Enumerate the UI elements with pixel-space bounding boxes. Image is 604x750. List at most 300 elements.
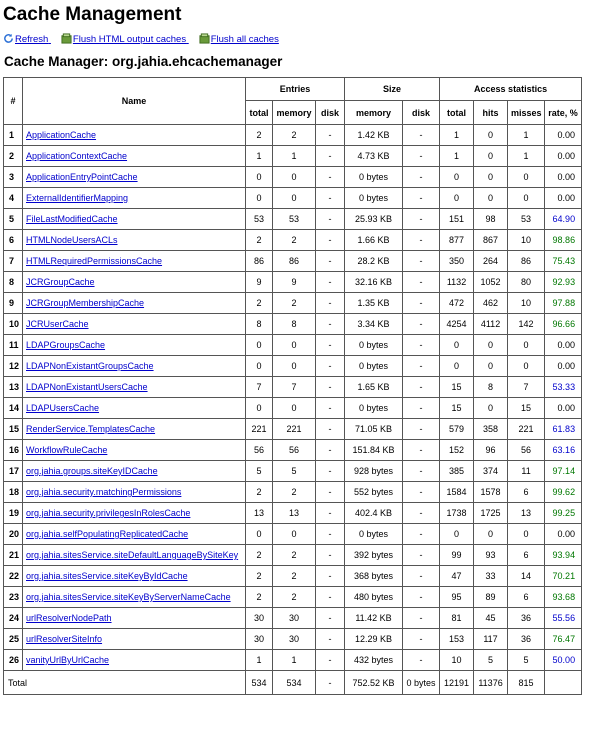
cache-name-link[interactable]: org.jahia.security.privilegesInRolesCache xyxy=(26,508,191,518)
entries-memory: 86 xyxy=(273,251,316,272)
hit-rate: 99.62 xyxy=(545,482,582,503)
entries-memory: 2 xyxy=(273,566,316,587)
entries-total: 2 xyxy=(246,566,273,587)
row-number: 2 xyxy=(4,146,23,167)
size-memory: 71.05 KB xyxy=(345,419,403,440)
cache-name-link[interactable]: ExternalIdentifierMapping xyxy=(26,193,129,203)
cache-name-cell xyxy=(23,524,246,545)
table-row xyxy=(4,230,582,251)
access-total-header: total xyxy=(440,101,474,125)
refresh-link[interactable] xyxy=(3,34,51,45)
access-misses: 10 xyxy=(508,230,545,251)
access-misses: 7 xyxy=(508,377,545,398)
table-row xyxy=(4,356,582,377)
access-hits: 0 xyxy=(474,146,508,167)
cache-name-link[interactable]: org.jahia.sitesService.siteKeyByServerNameCache xyxy=(26,592,231,602)
size-disk: - xyxy=(403,251,440,272)
cache-name-cell xyxy=(23,356,246,377)
row-number: 26 xyxy=(4,650,23,671)
size-memory: 0 bytes xyxy=(345,188,403,209)
table-row xyxy=(4,503,582,524)
access-total: 15 xyxy=(440,377,474,398)
size-disk: - xyxy=(403,377,440,398)
access-total: 0 xyxy=(440,167,474,188)
access-hits: 5 xyxy=(474,650,508,671)
access-total: 0 xyxy=(440,524,474,545)
access-misses: 6 xyxy=(508,482,545,503)
hit-rate: 50.00 xyxy=(545,650,582,671)
hit-rate: 96.66 xyxy=(545,314,582,335)
size-disk: - xyxy=(403,188,440,209)
cache-name-link[interactable]: JCRUserCache xyxy=(26,319,89,329)
hit-rate: 0.00 xyxy=(545,188,582,209)
access-total: 4254 xyxy=(440,314,474,335)
entries-disk: - xyxy=(316,230,345,251)
cache-name-cell xyxy=(23,461,246,482)
flush-html-icon xyxy=(61,33,72,44)
size-memory: 11.42 KB xyxy=(345,608,403,629)
entries-total: 0 xyxy=(246,524,273,545)
access-total: 1738 xyxy=(440,503,474,524)
cache-name-link[interactable]: org.jahia.sitesService.siteKeyByIdCache xyxy=(26,571,188,581)
access-hits: 93 xyxy=(474,545,508,566)
col-name-header: Name xyxy=(23,78,246,125)
row-number: 9 xyxy=(4,293,23,314)
hit-rate: 97.88 xyxy=(545,293,582,314)
table-row xyxy=(4,209,582,230)
access-hits: 1725 xyxy=(474,503,508,524)
size-disk: - xyxy=(403,398,440,419)
cache-name-cell xyxy=(23,377,246,398)
entries-disk: - xyxy=(316,566,345,587)
entries-total: 2 xyxy=(246,587,273,608)
entries-memory: 7 xyxy=(273,377,316,398)
cache-name-link[interactable]: WorkflowRuleCache xyxy=(26,445,108,455)
cache-name-link[interactable]: LDAPNonExistantGroupsCache xyxy=(26,361,154,371)
table-row xyxy=(4,335,582,356)
table-row xyxy=(4,587,582,608)
hit-rate: 0.00 xyxy=(545,356,582,377)
cache-name-link[interactable]: LDAPNonExistantUsersCache xyxy=(26,382,148,392)
hit-rate: 93.94 xyxy=(545,545,582,566)
cache-rows xyxy=(4,125,582,671)
totals-size-disk: 0 bytes xyxy=(403,671,440,695)
size-memory: 32.16 KB xyxy=(345,272,403,293)
entries-memory: 2 xyxy=(273,545,316,566)
size-disk: - xyxy=(403,587,440,608)
access-misses: 53 xyxy=(508,209,545,230)
cache-name-link[interactable]: ApplicationCache xyxy=(26,130,97,140)
totals-entries-disk: - xyxy=(316,671,345,695)
access-hits: 264 xyxy=(474,251,508,272)
cache-name-link[interactable]: FileLastModifiedCache xyxy=(26,214,118,224)
entries-disk: - xyxy=(316,440,345,461)
size-memory: 0 bytes xyxy=(345,398,403,419)
entries-total: 0 xyxy=(246,356,273,377)
entries-total: 0 xyxy=(246,188,273,209)
access-misses: 80 xyxy=(508,272,545,293)
entries-memory: 1 xyxy=(273,146,316,167)
entries-disk: - xyxy=(316,482,345,503)
row-number: 17 xyxy=(4,461,23,482)
entries-total: 221 xyxy=(246,419,273,440)
access-total: 152 xyxy=(440,440,474,461)
entries-disk: - xyxy=(316,314,345,335)
flush-html-caches-link[interactable] xyxy=(61,34,189,45)
cache-name-cell xyxy=(23,146,246,167)
row-number: 24 xyxy=(4,608,23,629)
hit-rate: 92.93 xyxy=(545,272,582,293)
size-memory: 3.34 KB xyxy=(345,314,403,335)
entries-total: 7 xyxy=(246,377,273,398)
row-number: 20 xyxy=(4,524,23,545)
refresh-label: Refresh xyxy=(15,34,49,45)
flush-all-icon xyxy=(199,33,210,44)
entries-disk: - xyxy=(316,419,345,440)
hit-rate: 0.00 xyxy=(545,146,582,167)
table-row xyxy=(4,545,582,566)
entries-memory: 221 xyxy=(273,419,316,440)
row-number: 25 xyxy=(4,629,23,650)
access-misses: 10 xyxy=(508,293,545,314)
size-memory: 368 bytes xyxy=(345,566,403,587)
entries-memory: 53 xyxy=(273,209,316,230)
access-total: 95 xyxy=(440,587,474,608)
size-memory: 480 bytes xyxy=(345,587,403,608)
access-total: 10 xyxy=(440,650,474,671)
size-memory: 0 bytes xyxy=(345,167,403,188)
access-total: 47 xyxy=(440,566,474,587)
size-memory: 151.84 KB xyxy=(345,440,403,461)
table-row xyxy=(4,293,582,314)
size-disk: - xyxy=(403,125,440,146)
entries-total: 0 xyxy=(246,167,273,188)
table-row xyxy=(4,314,582,335)
size-memory: 4.73 KB xyxy=(345,146,403,167)
cache-name-cell xyxy=(23,125,246,146)
entries-memory: 5 xyxy=(273,461,316,482)
row-number: 23 xyxy=(4,587,23,608)
entries-total: 0 xyxy=(246,335,273,356)
size-disk: - xyxy=(403,461,440,482)
entries-memory: 8 xyxy=(273,314,316,335)
access-misses: 6 xyxy=(508,587,545,608)
size-disk: - xyxy=(403,608,440,629)
cache-name-cell xyxy=(23,188,246,209)
totals-rate xyxy=(545,671,582,695)
size-disk: - xyxy=(403,545,440,566)
size-memory: 1.66 KB xyxy=(345,230,403,251)
access-hits: 0 xyxy=(474,167,508,188)
size-memory: 0 bytes xyxy=(345,356,403,377)
cache-name-link[interactable]: urlResolverNodePath xyxy=(26,613,112,623)
access-hits: 33 xyxy=(474,566,508,587)
cache-name-cell xyxy=(23,545,246,566)
access-total: 151 xyxy=(440,209,474,230)
cache-name-link[interactable]: HTMLRequiredPermissionsCache xyxy=(26,256,163,266)
access-total: 0 xyxy=(440,188,474,209)
access-misses: 5 xyxy=(508,650,545,671)
entries-memory-header: memory xyxy=(273,101,316,125)
entries-total: 8 xyxy=(246,314,273,335)
row-number: 8 xyxy=(4,272,23,293)
table-row xyxy=(4,125,582,146)
row-number: 15 xyxy=(4,419,23,440)
flush-all-label: Flush all caches xyxy=(210,34,279,45)
access-group-header: Access statistics xyxy=(440,78,582,101)
entries-memory: 2 xyxy=(273,587,316,608)
entries-disk: - xyxy=(316,524,345,545)
cache-name-cell xyxy=(23,482,246,503)
size-memory: 1.35 KB xyxy=(345,293,403,314)
size-disk: - xyxy=(403,629,440,650)
access-hits: 0 xyxy=(474,524,508,545)
hit-rate: 0.00 xyxy=(545,125,582,146)
hit-rate: 98.86 xyxy=(545,230,582,251)
hit-rate: 97.14 xyxy=(545,461,582,482)
access-total: 81 xyxy=(440,608,474,629)
entries-memory: 30 xyxy=(273,629,316,650)
cache-name-cell xyxy=(23,566,246,587)
entries-memory: 0 xyxy=(273,335,316,356)
entries-disk: - xyxy=(316,503,345,524)
entries-disk: - xyxy=(316,545,345,566)
entries-memory: 0 xyxy=(273,188,316,209)
entries-disk: - xyxy=(316,356,345,377)
entries-total: 2 xyxy=(246,125,273,146)
entries-memory: 0 xyxy=(273,524,316,545)
entries-total: 13 xyxy=(246,503,273,524)
table-row xyxy=(4,461,582,482)
row-number: 10 xyxy=(4,314,23,335)
table-row xyxy=(4,629,582,650)
cache-name-cell xyxy=(23,419,246,440)
access-rate-header: rate, % xyxy=(545,101,582,125)
entries-disk: - xyxy=(316,398,345,419)
access-total: 0 xyxy=(440,335,474,356)
entries-memory: 30 xyxy=(273,608,316,629)
table-row xyxy=(4,440,582,461)
cache-name-link[interactable]: HTMLNodeUsersACLs xyxy=(26,235,118,245)
size-disk: - xyxy=(403,272,440,293)
access-total: 15 xyxy=(440,398,474,419)
entries-disk: - xyxy=(316,125,345,146)
entries-total: 0 xyxy=(246,398,273,419)
entries-group-header: Entries xyxy=(246,78,345,101)
entries-memory: 2 xyxy=(273,125,316,146)
hit-rate: 63.16 xyxy=(545,440,582,461)
entries-memory: 2 xyxy=(273,293,316,314)
size-disk: - xyxy=(403,230,440,251)
entries-memory: 9 xyxy=(273,272,316,293)
size-disk: - xyxy=(403,419,440,440)
cache-name-link[interactable]: LDAPUsersCache xyxy=(26,403,100,413)
size-disk: - xyxy=(403,566,440,587)
entries-disk: - xyxy=(316,272,345,293)
access-misses-header: misses xyxy=(508,101,545,125)
entries-memory: 0 xyxy=(273,167,316,188)
hit-rate: 99.25 xyxy=(545,503,582,524)
access-total: 350 xyxy=(440,251,474,272)
entries-total: 2 xyxy=(246,482,273,503)
row-number: 22 xyxy=(4,566,23,587)
table-row xyxy=(4,146,582,167)
cache-name-link[interactable]: org.jahia.sitesService.siteDefaultLanguageBySiteKey xyxy=(26,550,239,560)
table-row xyxy=(4,650,582,671)
access-misses: 11 xyxy=(508,461,545,482)
size-disk: - xyxy=(403,335,440,356)
access-total: 579 xyxy=(440,419,474,440)
cache-name-cell xyxy=(23,251,246,272)
flush-html-label: Flush HTML output caches xyxy=(72,34,187,45)
access-hits: 358 xyxy=(474,419,508,440)
row-number: 21 xyxy=(4,545,23,566)
cache-name-link[interactable]: org.jahia.selfPopulatingReplicatedCache xyxy=(26,529,189,539)
row-number: 16 xyxy=(4,440,23,461)
size-disk: - xyxy=(403,167,440,188)
cache-name-link[interactable]: RenderService.TemplatesCache xyxy=(26,424,156,434)
cache-name-cell xyxy=(23,293,246,314)
entries-total: 30 xyxy=(246,629,273,650)
table-row xyxy=(4,608,582,629)
totals-entries-memory: 534 xyxy=(273,671,316,695)
row-number: 1 xyxy=(4,125,23,146)
access-misses: 14 xyxy=(508,566,545,587)
row-number: 12 xyxy=(4,356,23,377)
entries-disk: - xyxy=(316,650,345,671)
cache-name-link[interactable]: vanityUrlByUrlCache xyxy=(26,655,110,665)
access-hits: 0 xyxy=(474,398,508,419)
refresh-icon xyxy=(3,33,14,44)
cache-name-link[interactable]: JCRGroupMembershipCache xyxy=(26,298,145,308)
table-row xyxy=(4,482,582,503)
entries-memory: 13 xyxy=(273,503,316,524)
size-memory: 25.93 KB xyxy=(345,209,403,230)
access-total: 385 xyxy=(440,461,474,482)
hit-rate: 61.83 xyxy=(545,419,582,440)
hit-rate: 93.68 xyxy=(545,587,582,608)
size-disk: - xyxy=(403,356,440,377)
cache-name-cell xyxy=(23,398,246,419)
cache-name-cell xyxy=(23,314,246,335)
hit-rate: 0.00 xyxy=(545,167,582,188)
entries-disk: - xyxy=(316,335,345,356)
cache-name-cell xyxy=(23,629,246,650)
access-misses: 0 xyxy=(508,524,545,545)
cache-name-link[interactable]: JCRGroupCache xyxy=(26,277,95,287)
access-hits: 4112 xyxy=(474,314,508,335)
cache-name-link[interactable]: urlResolverSiteInfo xyxy=(26,634,103,644)
entries-total: 1 xyxy=(246,146,273,167)
totals-entries-total: 534 xyxy=(246,671,273,695)
size-disk: - xyxy=(403,209,440,230)
access-hits: 117 xyxy=(474,629,508,650)
cache-name-link[interactable]: ApplicationContextCache xyxy=(26,151,128,161)
size-memory: 12.29 KB xyxy=(345,629,403,650)
row-number: 11 xyxy=(4,335,23,356)
cache-name-cell xyxy=(23,209,246,230)
cache-name-link[interactable]: ApplicationEntryPointCache xyxy=(26,172,138,182)
entries-disk: - xyxy=(316,608,345,629)
table-row xyxy=(4,524,582,545)
row-number: 18 xyxy=(4,482,23,503)
entries-total: 2 xyxy=(246,293,273,314)
entries-total: 2 xyxy=(246,230,273,251)
cache-name-cell xyxy=(23,272,246,293)
access-total: 1132 xyxy=(440,272,474,293)
access-total: 0 xyxy=(440,356,474,377)
totals-label: Total xyxy=(4,671,246,695)
entries-disk: - xyxy=(316,167,345,188)
totals-row xyxy=(4,671,582,695)
entries-total: 9 xyxy=(246,272,273,293)
entries-memory: 0 xyxy=(273,356,316,377)
access-misses: 0 xyxy=(508,167,545,188)
entries-disk: - xyxy=(316,461,345,482)
entries-disk: - xyxy=(316,293,345,314)
hit-rate: 55.56 xyxy=(545,608,582,629)
entries-disk-header: disk xyxy=(316,101,345,125)
size-disk: - xyxy=(403,482,440,503)
size-disk: - xyxy=(403,650,440,671)
table-row xyxy=(4,566,582,587)
access-total: 1584 xyxy=(440,482,474,503)
row-number: 3 xyxy=(4,167,23,188)
cache-name-cell xyxy=(23,650,246,671)
hit-rate: 0.00 xyxy=(545,335,582,356)
entries-memory: 56 xyxy=(273,440,316,461)
cache-name-link[interactable]: LDAPGroupsCache xyxy=(26,340,106,350)
flush-all-caches-link[interactable] xyxy=(199,34,279,45)
entries-total: 2 xyxy=(246,545,273,566)
col-number-header: # xyxy=(4,78,23,125)
totals-hits: 11376 xyxy=(474,671,508,695)
entries-disk: - xyxy=(316,146,345,167)
access-misses: 15 xyxy=(508,398,545,419)
access-misses: 221 xyxy=(508,419,545,440)
row-number: 13 xyxy=(4,377,23,398)
cache-name-link[interactable]: org.jahia.security.matchingPermissions xyxy=(26,487,182,497)
access-hits: 8 xyxy=(474,377,508,398)
row-number: 4 xyxy=(4,188,23,209)
cache-name-cell xyxy=(23,608,246,629)
access-misses: 1 xyxy=(508,146,545,167)
size-group-header: Size xyxy=(345,78,440,101)
entries-total: 30 xyxy=(246,608,273,629)
totals-access-total: 12191 xyxy=(440,671,474,695)
access-misses: 0 xyxy=(508,188,545,209)
hit-rate: 64.90 xyxy=(545,209,582,230)
cache-name-link[interactable]: org.jahia.groups.siteKeyIDCache xyxy=(26,466,158,476)
access-misses: 36 xyxy=(508,629,545,650)
size-disk: - xyxy=(403,314,440,335)
size-memory: 402.4 KB xyxy=(345,503,403,524)
size-disk: - xyxy=(403,293,440,314)
table-row xyxy=(4,272,582,293)
entries-memory: 0 xyxy=(273,398,316,419)
access-hits: 867 xyxy=(474,230,508,251)
cache-name-cell xyxy=(23,440,246,461)
row-number: 7 xyxy=(4,251,23,272)
action-bar xyxy=(3,31,604,49)
size-memory-header: memory xyxy=(345,101,403,125)
entries-total-header: total xyxy=(246,101,273,125)
entries-disk: - xyxy=(316,209,345,230)
cache-name-cell xyxy=(23,230,246,251)
access-misses: 86 xyxy=(508,251,545,272)
access-hits-header: hits xyxy=(474,101,508,125)
access-misses: 142 xyxy=(508,314,545,335)
